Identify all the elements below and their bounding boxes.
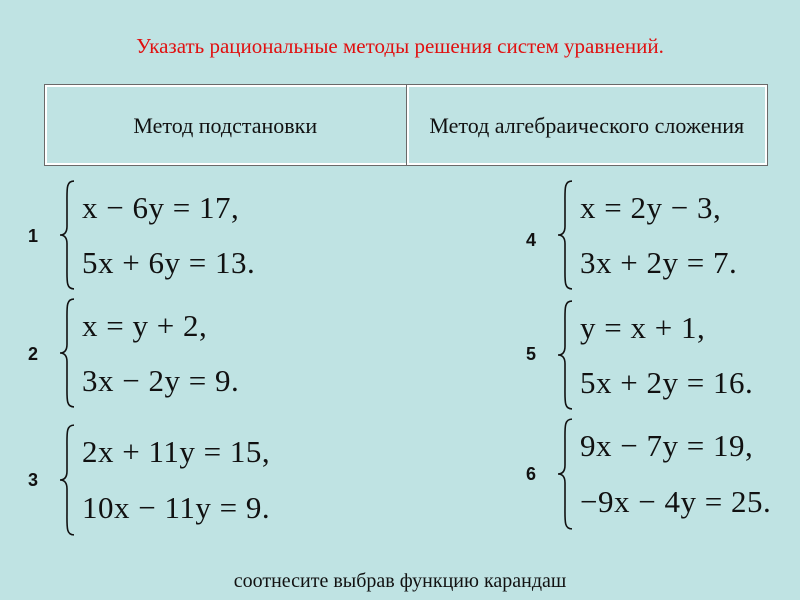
equation-system-4[interactable] — [556, 180, 737, 290]
equation-system-5[interactable] — [556, 300, 753, 410]
system-number-1: 1 — [28, 226, 39, 246]
equation-system-3[interactable] — [58, 424, 270, 536]
system-number-4: 4 — [526, 230, 537, 250]
system-number-3: 3 — [28, 470, 39, 490]
brace-icon — [58, 298, 76, 408]
system-6-equation-1: 9x − 7y = 19, — [580, 428, 754, 464]
method-addition-cell[interactable]: Метод алгебраического сложения — [406, 85, 768, 165]
system-number-5: 5 — [526, 344, 537, 364]
system-1-equation-2: 5x + 6y = 13. — [82, 244, 256, 280]
brace-icon — [556, 180, 574, 290]
equation-system-2[interactable] — [58, 298, 239, 408]
equation-system-1[interactable] — [58, 180, 255, 290]
system-4-equation-2: 3x + 2y = 7. — [580, 244, 738, 280]
methods-table — [44, 84, 768, 166]
system-2-equation-2: 3x − 2y = 9. — [82, 362, 240, 398]
equation-system-6[interactable] — [556, 418, 771, 530]
system-1-equation-1: x − 6y = 17, — [82, 189, 240, 225]
system-2-equation-1: x = y + 2, — [82, 307, 208, 343]
brace-icon — [556, 300, 574, 410]
brace-icon — [58, 424, 76, 536]
system-6-equation-2: −9x − 4y = 25. — [580, 484, 772, 520]
system-number-2: 2 — [28, 344, 39, 364]
brace-icon — [556, 418, 574, 530]
method-substitution-cell[interactable]: Метод подстановки — [133, 112, 318, 138]
system-number-6: 6 — [526, 464, 537, 484]
system-3-equation-2: 10x − 11y = 9. — [82, 490, 271, 526]
system-3-equation-1: 2x + 11y = 15, — [82, 434, 271, 470]
instruction-hint: соотнесите выбрав функцию карандаш — [233, 570, 567, 592]
task-title: Указать рациональные методы решения систем уравнений. — [136, 34, 664, 58]
system-5-equation-1: y = x + 1, — [580, 309, 706, 345]
system-4-equation-1: x = 2y − 3, — [580, 189, 722, 225]
brace-icon — [58, 180, 76, 290]
system-5-equation-2: 5x + 2y = 16. — [580, 364, 754, 400]
